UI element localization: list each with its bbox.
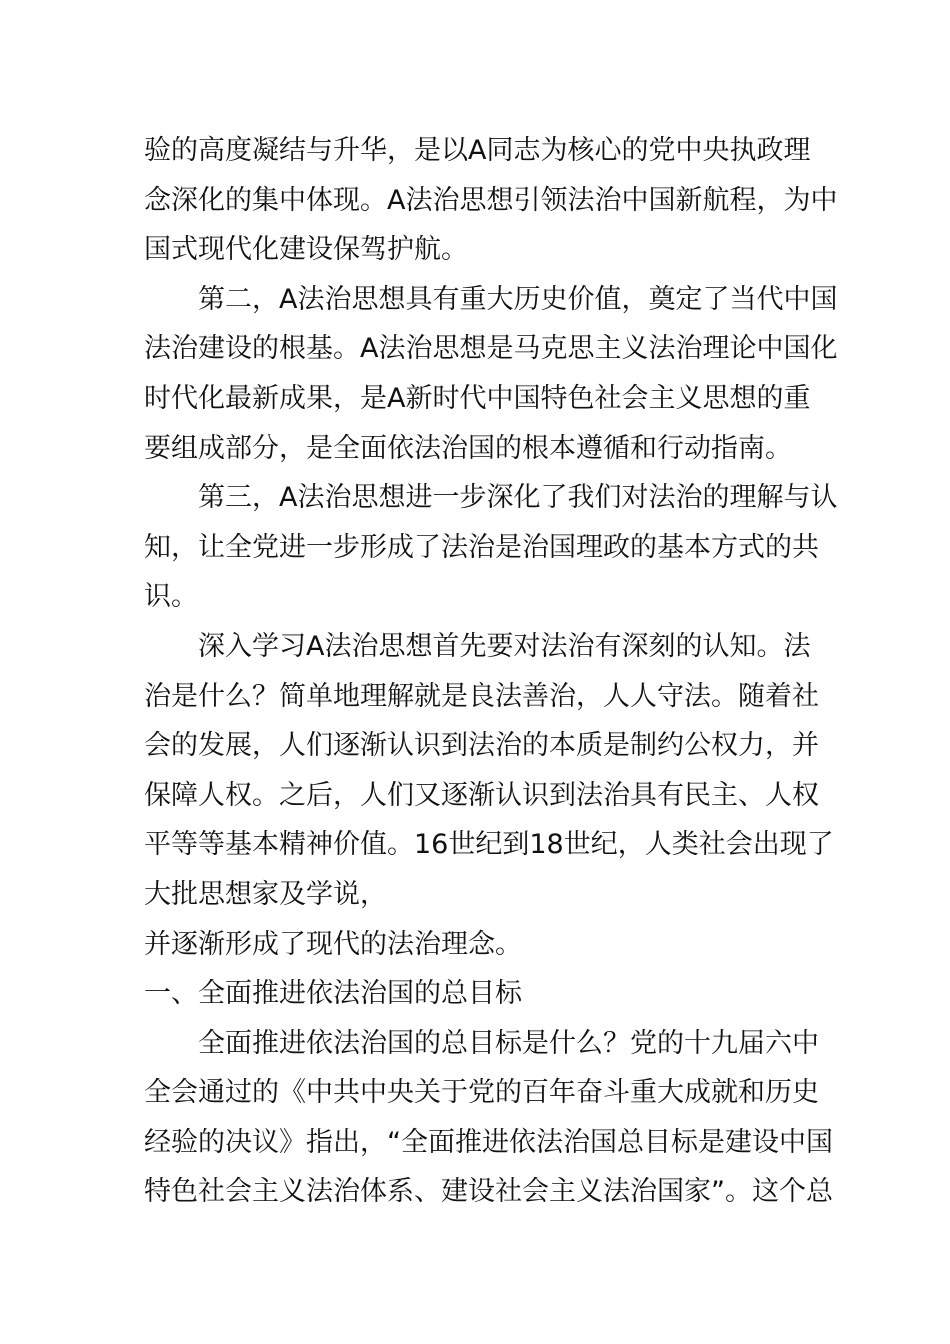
text-line: 平等等基本精神价值。16世纪到18世纪，人类社会出现了 <box>144 829 834 861</box>
text-line: 念深化的集中体现。A法治思想引领法治中国新航程，为中 <box>144 184 838 216</box>
text-line: 第二，A法治思想具有重大历史价值，奠定了当代中国 <box>198 283 838 315</box>
text-line: 法治建设的根基。A法治思想是马克思主义法治理论中国化 <box>144 333 838 365</box>
text-line: 经验的决议》指出，“全面推进依法治国总目标是建设中国 <box>144 1126 833 1158</box>
text-line: 会的发展，人们逐渐认识到法治的本质是制约公权力，并 <box>144 730 819 762</box>
text-line: 保障人权。之后，人们又逐渐认识到法治具有民主、人权 <box>144 779 819 811</box>
text-line: 识。 <box>144 581 198 613</box>
document-body <box>144 126 838 1217</box>
text-line: 验的高度凝结与升华，是以A同志为核心的党中央执政理 <box>144 135 811 166</box>
text-line: 深入学习A法治思想首先要对法治有深刻的认知。法 <box>198 630 811 662</box>
text-line: 时代化最新成果，是A新时代中国特色社会主义思想的重 <box>144 382 811 414</box>
text-line: 第三，A法治思想进一步深化了我们对法治的理解与认 <box>198 482 838 514</box>
text-line: 并逐渐形成了现代的法治理念。 <box>144 928 522 960</box>
text-line: 知，让全党进一步形成了法治是治国理政的基本方式的共 <box>144 531 819 563</box>
text-line: 要组成部分，是全面依法治国的根本遵循和行动指南。 <box>144 432 792 464</box>
section-heading: 一、全面推进依法治国的总目标 <box>144 978 522 1010</box>
text-line: 特色社会主义法治体系、建设社会主义法治国家”。这个总 <box>144 1176 833 1208</box>
text-line: 治是什么？简单地理解就是良法善治，人人守法。随着社 <box>144 680 819 712</box>
text-line: 大批思想家及学说， <box>144 878 387 910</box>
text-line: 国式现代化建设保驾护航。 <box>144 234 468 266</box>
text-line: 全会通过的《中共中央关于党的百年奋斗重大成就和历史 <box>144 1077 819 1109</box>
text-line: 全面推进依法治国的总目标是什么？党的十九届六中 <box>198 1027 819 1059</box>
